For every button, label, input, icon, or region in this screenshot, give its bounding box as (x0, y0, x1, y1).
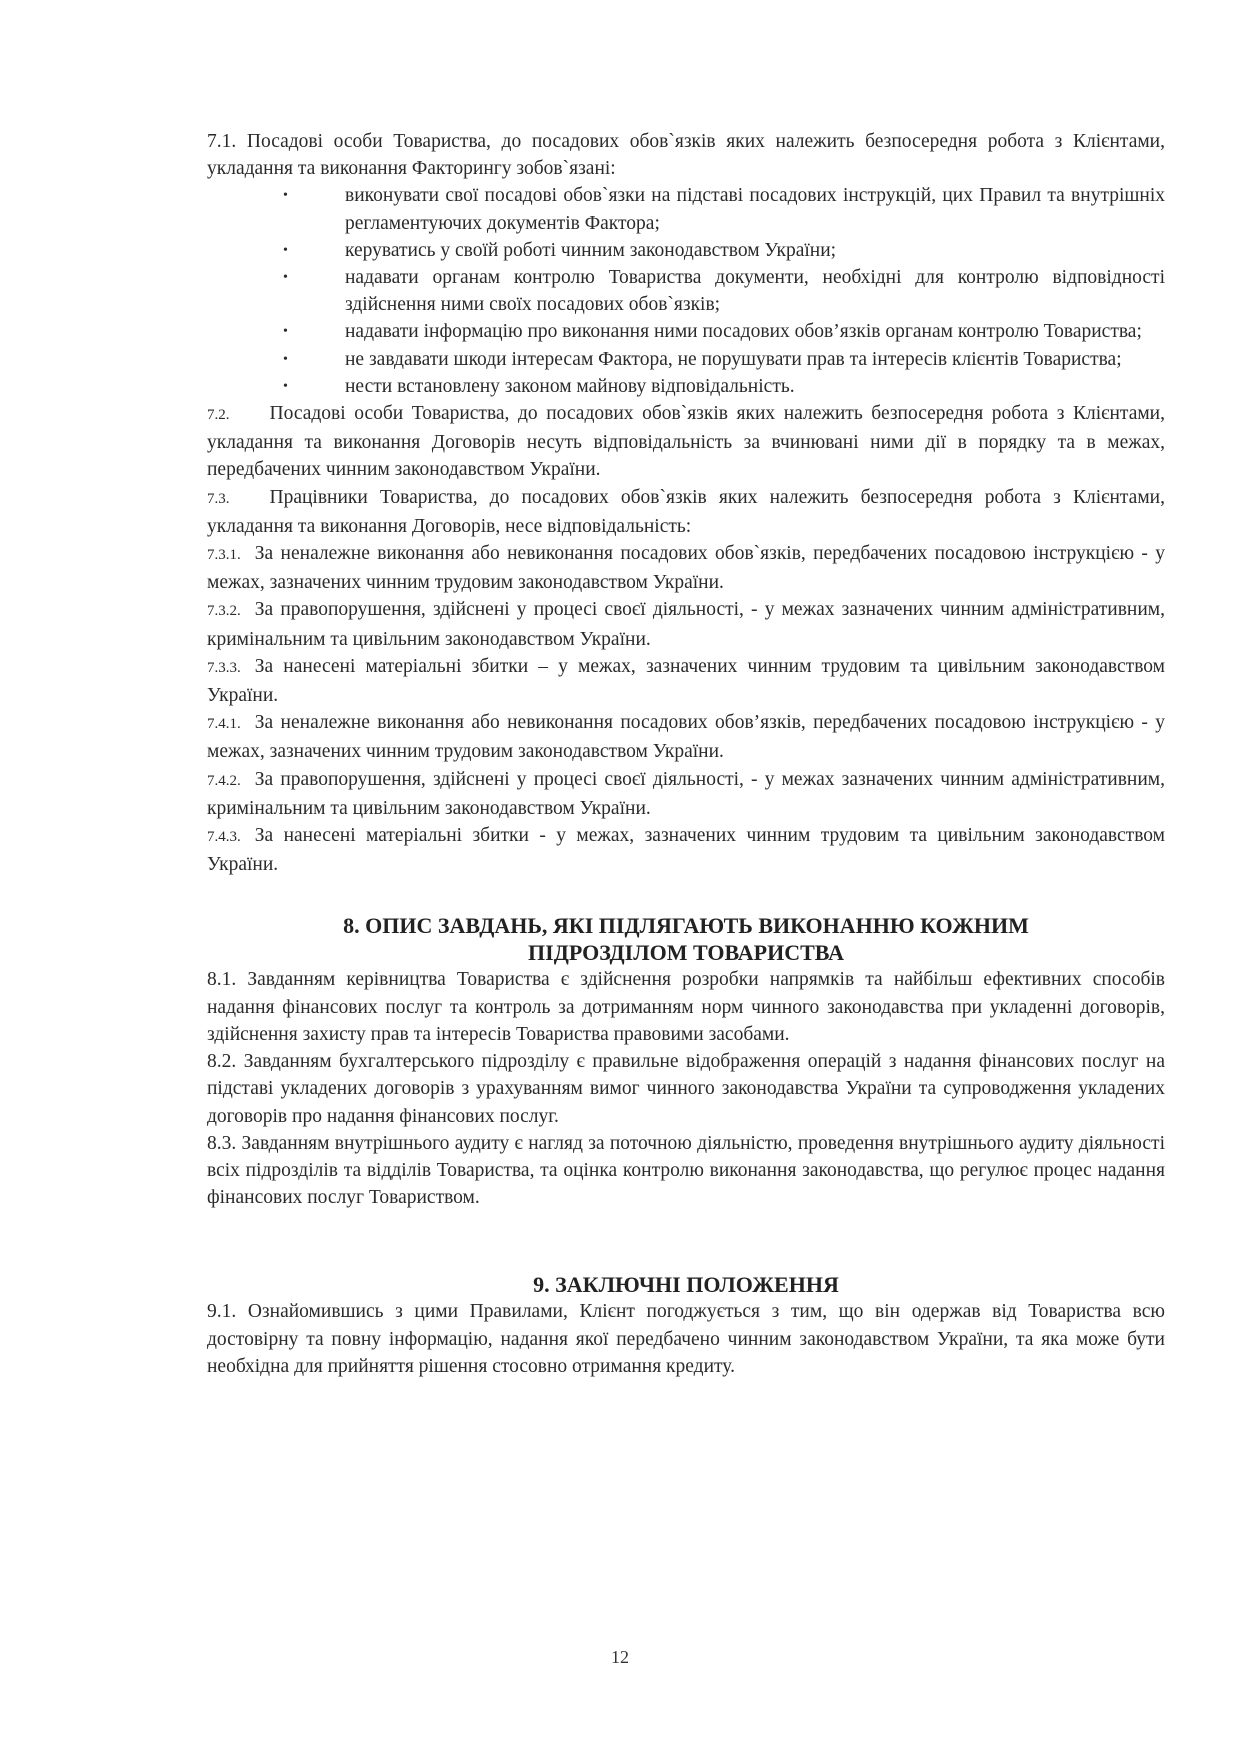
list-item: • виконувати свої посадові обов`язки на підставі посадових інструкцій, цих Правил та внутрішніх регламентуючих документів Фактора; (277, 182, 1165, 236)
subclause: 7.3.3. За нанесені матеріальні збитки – у межах, зазначених чинним трудовим та цивільним законодавством України. (207, 655, 1165, 707)
subclause: 7.3.1. За неналежне виконання або невиконання посадових обов`язків, передбачених посадовою інструкцією - у межах, зазначених чинним трудовим законодавством України. (207, 543, 1165, 594)
section-9-title: 9. ЗАКЛЮЧНІ ПОЛОЖЕННЯ (533, 1272, 839, 1298)
list-item: • керуватись у своїй роботі чинним законодавством України; (277, 237, 1165, 264)
bullet-icon: • (283, 242, 288, 258)
subclause: 7.4.1. За неналежне виконання або невиконання посадових обов’язків, передбачених посадовою інструкцією - у межах, зазначених чинним трудовим законодавством України. (207, 712, 1165, 763)
subclause: 7.3.2. За правопорушення, здійснені у процесі своєї діяльності, - у межах зазначених чинним адміністративним, кримінальним та цивільним законодавством України. (207, 599, 1165, 650)
clause-number: 7.2. (207, 407, 230, 424)
list-item: • нести встановлену законом майнову відповідальність. (277, 373, 1165, 400)
clause-number: 7.3.3. (207, 659, 241, 676)
list-item: • надавати інформацію про виконання ними посадових обов’язків органам контролю Товариства; (277, 318, 1165, 345)
list-item: • надавати органам контролю Товариства документи, необхідні для контролю відповідності здійснення ними своїх посадових обов`язків; (277, 264, 1165, 318)
paragraph-7-2: 7.2. Посадові особи Товариства, до посадових обов`язків яких належить безпосередня робота з Клієнтами, укладання та виконання Договорів несуть відповідальність за вчинювані ними дії в порядку та в межах, передбачених чинним законодавством України. (207, 403, 1165, 481)
bullet-list (207, 182, 1165, 400)
bullet-icon: • (283, 351, 288, 367)
page-number: 12 (611, 1647, 629, 1667)
paragraph-8-1: 8.1. Завданням керівництва Товариства є здійснення розробки напрямків та найбільш ефективних способів надання фінансових послуг та контроль за дотриманням норм чинного законодавства при укладенні договорів, здійснення захисту прав та інтересів Товариства правовими засобами. (207, 969, 1165, 1045)
bullet-icon: • (283, 378, 288, 394)
document-page (207, 128, 1165, 1380)
paragraph-8-3: 8.3. Завданням внутрішнього аудиту є нагляд за поточною діяльністю, проведення внутрішнього аудиту діяльності всіх підрозділів та відділів Товариства, та оцінка контролю виконання законодавства, що регулює процес надання фінансових послуг Товариством. (207, 1132, 1165, 1209)
list-item: • не завдавати шкоди інтересам Фактора, не порушувати прав та інтересів клієнтів Товариства; (277, 346, 1165, 373)
clause-number: 7.4.3. (207, 829, 241, 846)
section-8-title-line-1: 8. ОПИС ЗАВДАНЬ, ЯКІ ПІДЛЯГАЮТЬ ВИКОНАННЮ КОЖНИМ (343, 913, 1029, 939)
section-8 (207, 912, 1165, 1211)
bullet-icon: • (283, 188, 288, 204)
paragraph-7-1: 7.1. Посадові особи Товариства, до посадових обов`язків яких належить безпосередня робота з Клієнтами, укладання та виконання Факторингу зобов`язані: (207, 131, 1165, 180)
clause-number: 7.4.1. (207, 716, 241, 733)
paragraph-9-1: 9.1. Ознайомившись з цими Правилами, Клієнт погоджується з тим, що він одержав від Товариства всю достовірну та повну інформацію, надання якої передбачено чинним законодавством України, та яка може бути необхідна для прийняття рішення стосовно отримання кредиту. (207, 1301, 1165, 1377)
clause-number: 7.3.1. (207, 547, 241, 564)
paragraph-7-3: 7.3. Працівники Товариства, до посадових обов`язків яких належить безпосередня робота з Клієнтами, укладання та виконання Договорів, несе відповідальність: (207, 486, 1165, 537)
section-9 (207, 1271, 1165, 1380)
section-8-title-line-2: ПІДРОЗДІЛОМ ТОВАРИСТВА (528, 940, 844, 966)
subclause: 7.4.2. За правопорушення, здійснені у процесі своєї діяльності, - у межах зазначених чинним адміністративним, кримінальним та цивільним законодавством України. (207, 768, 1165, 819)
bullet-icon: • (283, 270, 288, 286)
paragraph-8-2: 8.2. Завданням бухгалтерського підрозділу є правильне відображення операцій з надання фінансових послуг на підставі укладених договорів з урахуванням вимог чинного законодавства України та супроводження укладених договорів про надання фінансових послуг. (207, 1051, 1165, 1127)
clause-number: 7.3. (207, 490, 230, 507)
clause-number: 7.3.2. (207, 603, 241, 620)
bullet-icon: • (283, 324, 288, 340)
subclause: 7.4.3. За нанесені матеріальні збитки - у межах, зазначених чинним трудовим та цивільним законодавством України. (207, 825, 1165, 876)
clause-number: 7.4.2. (207, 772, 241, 789)
